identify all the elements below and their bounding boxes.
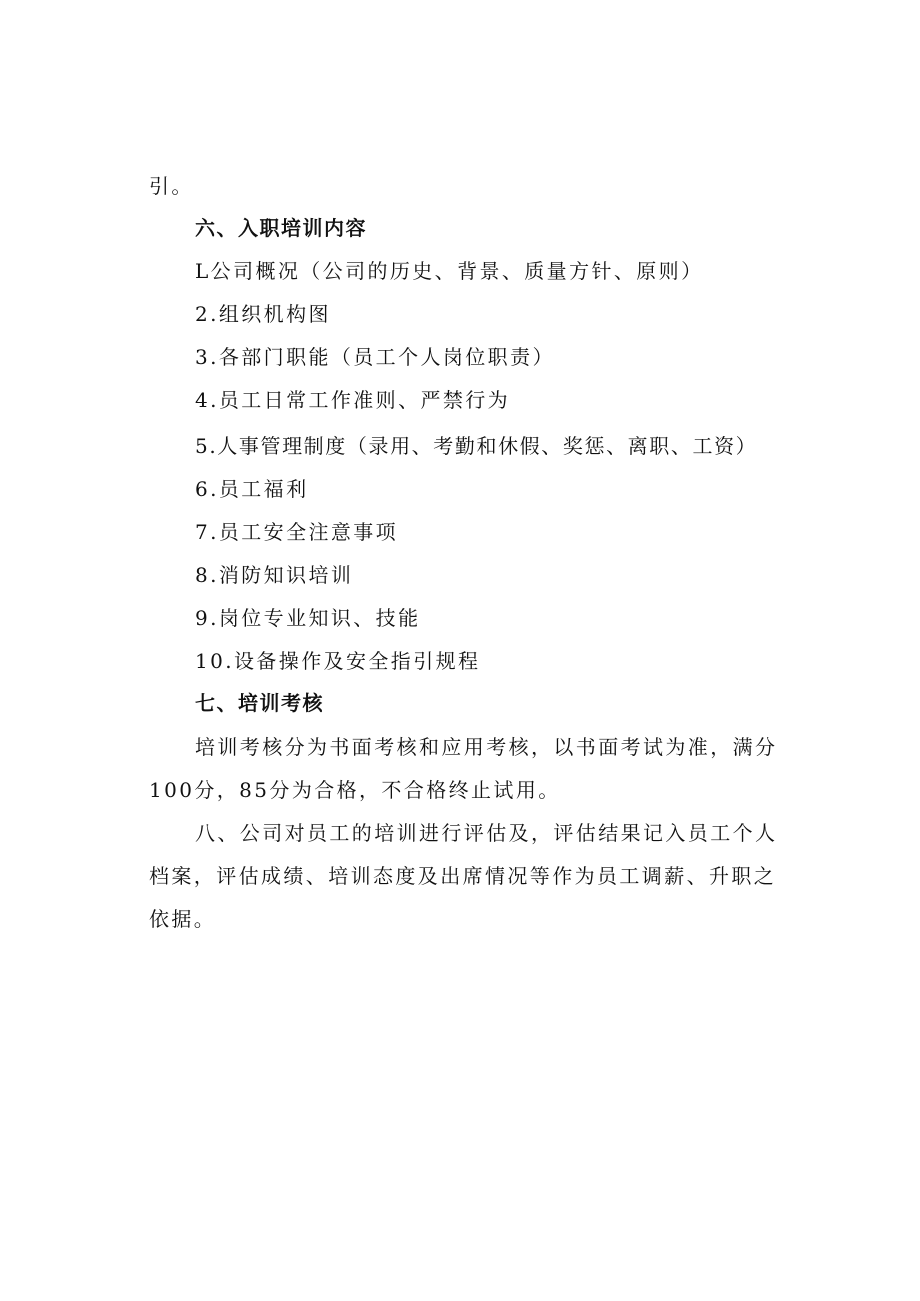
list-item-10: 10.设备操作及安全指引规程 — [195, 649, 481, 673]
section-7-heading: 七、培训考核 — [195, 691, 324, 715]
list-item-1: L公司概况（公司的历史、背景、质量方针、原则） — [195, 259, 704, 283]
section-8-paragraph-line-3: 依据。 — [149, 907, 217, 931]
section-8-paragraph-line-2: 档案，评估成绩、培训态度及出席情况等作为员工调薪、升职之 — [149, 864, 777, 888]
list-item-4: 4.员工日常工作准则、严禁行为 — [195, 388, 511, 412]
list-item-2: 2.组织机构图 — [195, 302, 331, 326]
list-item-8: 8.消防知识培训 — [195, 563, 354, 587]
section-8-paragraph-line-1: 八、公司对员工的培训进行评估及，评估结果记入员工个人 — [195, 821, 778, 845]
list-item-5: 5.人事管理制度（录用、考勤和休假、奖惩、离职、工资） — [195, 434, 758, 458]
section-7-paragraph-line-1: 培训考核分为书面考核和应用考核，以书面考试为准，满分 — [195, 735, 778, 759]
list-item-6: 6.员工福利 — [195, 477, 309, 501]
section-7-paragraph-line-2: 100分，85分为合格，不合格终止试用。 — [149, 778, 561, 802]
continuation-text: 引。 — [149, 174, 194, 198]
section-6-heading: 六、入职培训内容 — [195, 216, 367, 240]
list-item-7: 7.员工安全注意事项 — [195, 520, 399, 544]
list-item-3: 3.各部门职能（员工个人岗位职责） — [195, 345, 555, 369]
list-item-9: 9.岗位专业知识、技能 — [195, 606, 421, 630]
